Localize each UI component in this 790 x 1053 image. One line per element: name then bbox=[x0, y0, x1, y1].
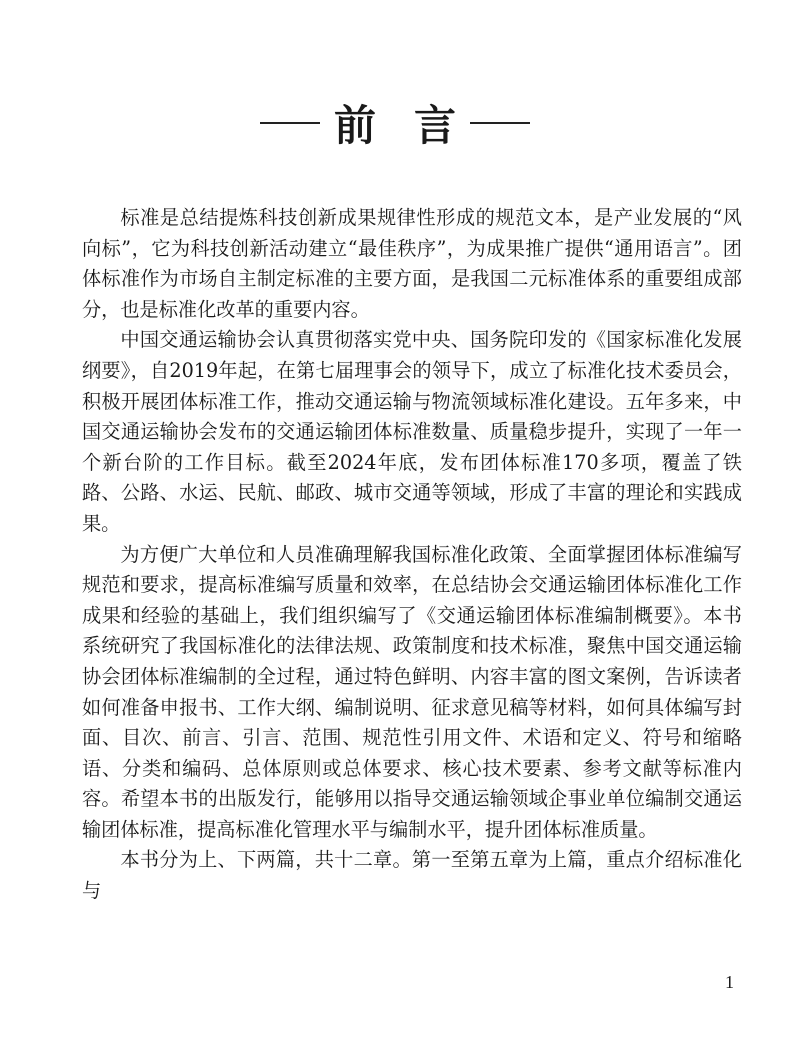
paragraph-3: 为方便广大单位和人员准确理解我国标准化政策、全面掌握团体标准编写规范和要求，提高标准编写质量和效率，在总结协会交通运输团体标准化工作成果和经验的基础上，我们组织编写了《交通运输团体标准编制概要》。本书系统研究了我国标准化的法律法规、政策制度和技术标准，聚焦中国交通运输协会团体标准编制的全过程，通过特色鲜明、内容丰富的图文案例，告诉读者如何准备申报书、工作大纲、编制说明、征求意见稿等材料，如何具体编写封面、目次、前言、引言、范围、规范性引用文件、术语和定义、符号和缩略语、分类和编码、总体原则或总体要求、核心技术要素、参考文献等标准内容。希望本书的出版发行，能够用以指导交通运输领域企事业单位编制交通运输团体标准，提高标准化管理水平与编制水平，提升团体标准质量。 bbox=[82, 542, 742, 841]
paragraph-1: 标准是总结提炼科技创新成果规律性形成的规范文本，是产业发展的“风向标”，它为科技创新活动建立“最佳秩序”，为成果推广提供“通用语言”。团体标准作为市场自主制定标准的主要方面，是我国二元标准体系的重要组成部分，也是标准化改革的重要内容。 bbox=[82, 206, 742, 321]
paragraph-4: 本书分为上、下两篇，共十二章。第一至第五章为上篇，重点介绍标准化与 bbox=[82, 848, 742, 903]
body-text bbox=[82, 203, 742, 907]
heading-dash-left bbox=[260, 122, 320, 124]
page-title: 前言 bbox=[333, 101, 494, 150]
heading-row bbox=[0, 95, 790, 151]
paragraph-2: 中国交通运输协会认真贯彻落实党中央、国务院印发的《国家标准化发展纲要》，自2019年起，在第七届理事会的领导下，成立了标准化技术委员会，积极开展团体标准工作，推动交通运输与物流领域标准化建设。五年多来，中国交通运输协会发布的交通运输团体标准数量、质量稳步提升，实现了一年一个新台阶的工作目标。截至2024年底，发布团体标准170多项，覆盖了铁路、公路、水运、民航、邮政、城市交通等领域，形成了丰富的理论和实践成果。 bbox=[82, 328, 742, 535]
page-number: 1 bbox=[725, 972, 734, 992]
heading-dash-right bbox=[470, 122, 530, 124]
